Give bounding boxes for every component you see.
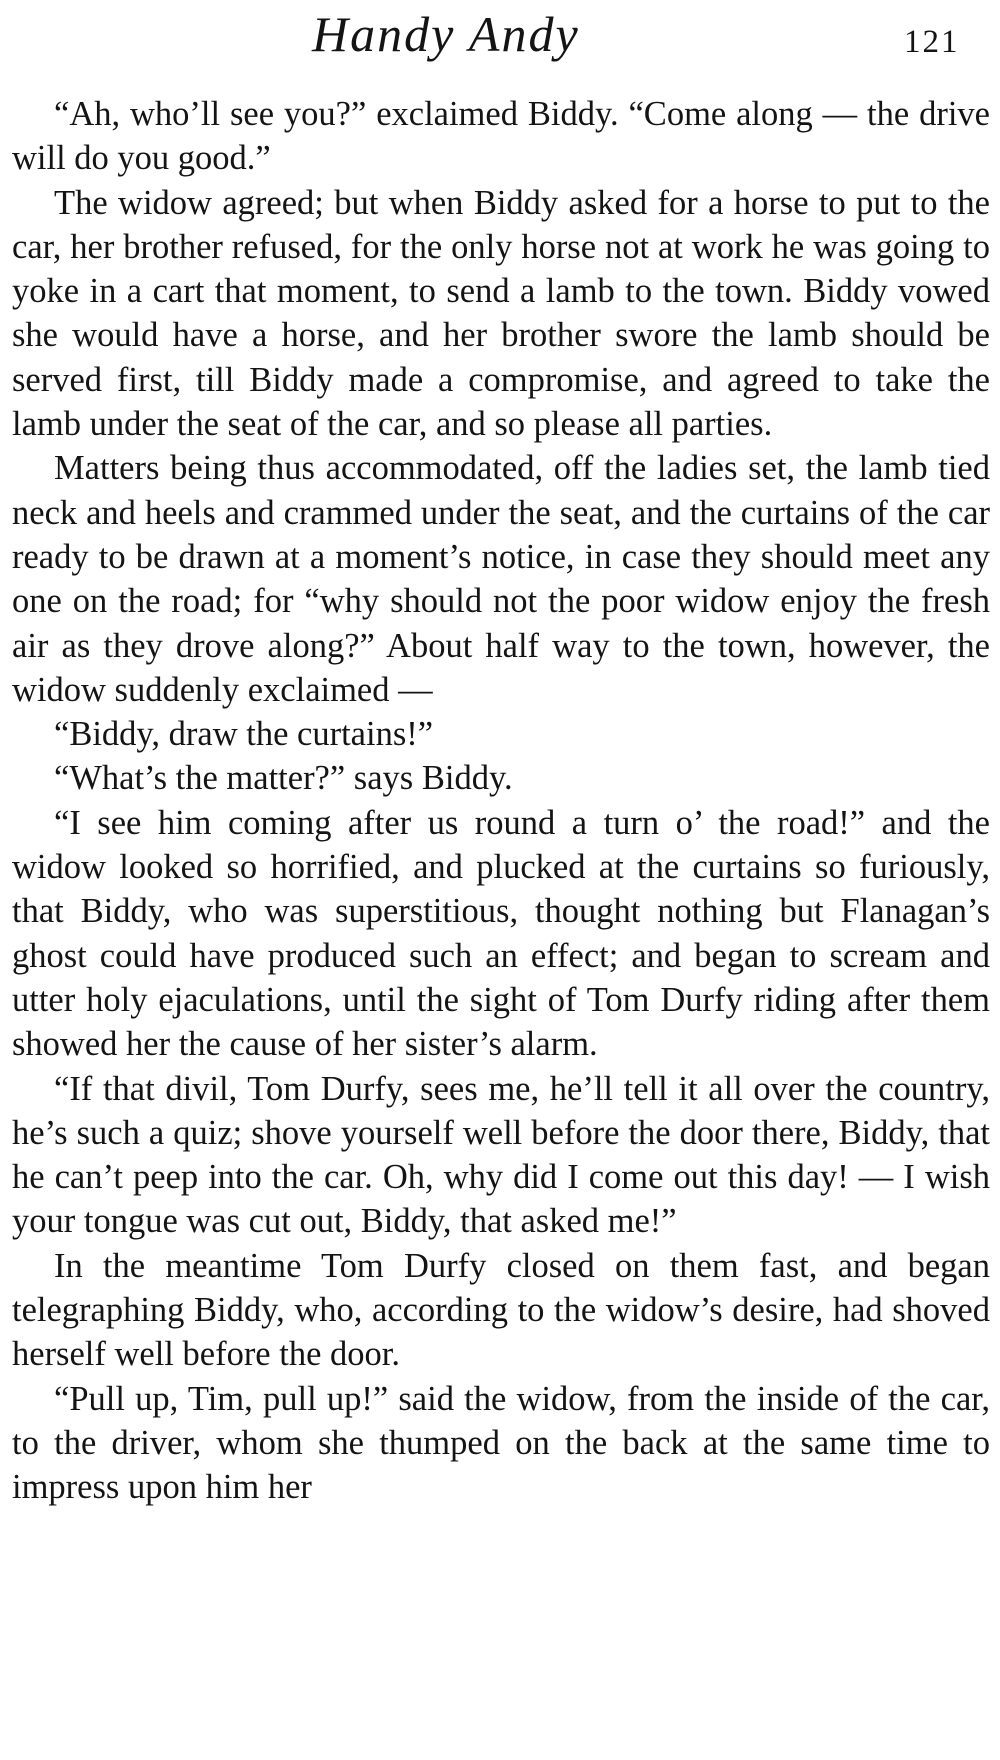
- paragraph: Matters being thus accommodated, off the ladies set, the lamb tied neck and heels and crammed under the seat, and the curtains of the car ready to be drawn at a moment’s notice, in case they should meet any one on the road; for “why should not the poor widow enjoy the fresh air as they drove along?” About half way to the town, however, the widow suddenly exclaimed —: [12, 449, 990, 709]
- paragraph: “Biddy, draw the curtains!”: [54, 715, 434, 754]
- paragraph: The widow agreed; but when Biddy asked for a horse to put to the car, her brother refused, for the only horse not at work he was going to yoke in a cart that moment, to send a lamb to the town. Biddy vowed she would have a horse, and her brother swore the lamb should be served first, till Biddy made a compromise, and agreed to take the lamb under the seat of the car, and so please all parties.: [12, 183, 990, 444]
- paragraph: “Pull up, Tim, pull up!” said the widow, from the inside of the car, to the driver, whom she thumped on the back at the same time to impress upon him her: [12, 1379, 990, 1507]
- paragraph: “Ah, who’ll see you?” exclaimed Biddy. “Come along — the drive will do you good.”: [12, 95, 990, 178]
- paragraph: In the meantime Tom Durfy closed on them fast, and began telegraphing Biddy, who, according to the widow’s desire, had shoved herself well before the door.: [12, 1246, 990, 1374]
- paragraph: “What’s the matter?” says Biddy.: [54, 759, 513, 798]
- running-header: [0, 0, 1000, 80]
- body-text: [12, 92, 990, 1510]
- paragraph: “If that divil, Tom Durfy, sees me, he’ll tell it all over the country, he’s such a quiz; shove yourself well before the door there, Biddy, that he can’t peep into the car. Oh, why did I come out this day! — I wish your tongue was cut out, Biddy, that asked me!”: [12, 1069, 990, 1241]
- page-number: 121: [904, 24, 960, 60]
- running-title: Handy Andy: [312, 6, 580, 62]
- paragraph: “I see him coming after us round a turn o’ the road!” and the widow looked so horrified, and plucked at the curtains so furiously, that Biddy, who was superstitious, thought nothing but Flanagan’s ghost could have produced such an effect; and began to scream and utter holy ejaculations, until the sight of Tom Durfy riding after them showed her the cause of her sister’s alarm.: [12, 803, 990, 1064]
